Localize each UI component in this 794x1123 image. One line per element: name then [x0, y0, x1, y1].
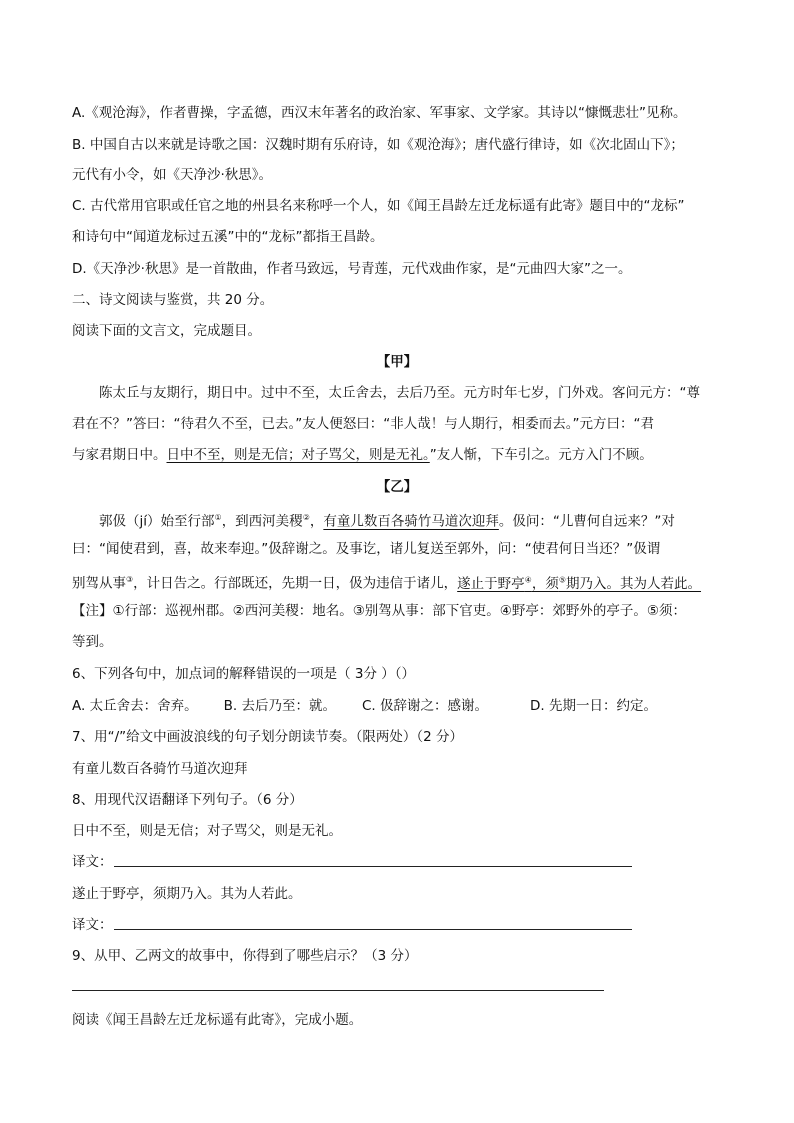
note-ref-5: ⑤: [558, 575, 567, 584]
option-c-line1: C. 古代常用官职或任官之地的州县名来称呼一个人，如《闻王昌龄左迁龙标遥有此寄》题目中的“龙标”: [72, 198, 685, 214]
question-9: 9、从甲、乙两文的故事中，你得到了哪些启示？（3 分）: [72, 948, 418, 964]
q6-option-c: C. 伋辞谢之：感谢。: [361, 698, 488, 714]
yi-line1-post: 。伋问：“儿曹何自远来？”对: [498, 513, 675, 530]
q6-option-d: D. 先期一日：约定。: [529, 698, 657, 714]
passage-yi-line1: [99, 509, 675, 531]
notes-line2: 等到。: [72, 634, 113, 650]
yi-underlined-sentence: 遂止于野亭④，须⑤期乃入。其为人若此。: [457, 575, 702, 592]
passage-jia-title: 【甲】: [376, 354, 418, 370]
question-7: 7、用“/”给文中画波浪线的句子划分朗读节奏。（限两处）（2 分）: [72, 729, 464, 745]
option-c-line2: 和诗句中“闻道龙标过五溪”中的“龙标”都指王昌龄。: [72, 229, 384, 245]
reading-instruction: 阅读下面的文言文，完成题目。: [72, 323, 261, 339]
passage-jia-line2: 君在不？”答曰：“待君久不至，已去。”友人便怒曰：“非人哉！与人期行，相委而去。”元方曰：“君: [72, 416, 654, 432]
q6-option-b: B. 去后乃至：就。: [223, 698, 336, 714]
option-d: D.《天净沙·秋思》是一首散曲，作者马致远，号青莲，元代戏曲作家，是“元曲四大家”之一。: [72, 261, 632, 277]
translation-answer-line-1[interactable]: [114, 866, 632, 867]
yi-line1-pre: 郭伋（jí）始至行部: [99, 513, 215, 530]
note-ref-4: ④: [524, 575, 532, 584]
question-6: 6、下列各句中，加点词的解释错误的一项是（ 3分 ）（）: [72, 666, 416, 682]
notes-line1: 【注】①行部：巡视州郡。②西河美稷：地名。③别驾从事：部下官吏。④野亭：郊野外的亭子。⑤须：: [72, 603, 687, 619]
yi-line3-mid: ，计日告之。行部既还，先期一日，伋为违信于诸儿，: [133, 575, 458, 592]
translation-label-2: 译文：: [72, 917, 113, 933]
next-reading-instruction: 阅读《闻王昌龄左迁龙标遥有此寄》，完成小题。: [72, 1012, 363, 1028]
translation-label-1: 译文：: [72, 854, 113, 870]
yi-wavy-sentence: 有童儿数百各骑竹马道次迎拜: [323, 513, 499, 530]
q6-option-a: A. 太丘舍去：舍弃。: [72, 698, 198, 714]
question-7-sentence: 有童儿数百各骑竹马道次迎拜: [72, 761, 248, 777]
passage-jia-line1: 陈太丘与友期行，期日中。过中不至，太丘舍去，去后乃至。元方时年七岁，门外戏。客问元方：“尊: [99, 385, 700, 401]
question-9-answer-line[interactable]: [72, 990, 604, 991]
note-ref-3: ③: [126, 575, 134, 584]
yi-line1-mid: ，到西河美稷: [221, 513, 303, 530]
option-a: A.《观沧海》，作者曹操，字孟德，西汉末年著名的政治家、军事家、文学家。其诗以“慷慨悲壮”见称。: [72, 105, 687, 121]
question-8-sentence-1: 日中不至，则是无信；对子骂父，则是无礼。: [72, 823, 342, 839]
note-ref-2: ②: [302, 513, 310, 522]
section-heading: 二、诗文阅读与鉴赏，共 20 分。: [72, 292, 274, 308]
note-ref-1: ①: [214, 513, 222, 522]
jia-underlined-sentence: 日中不至，则是无信；对子骂父，则是无礼。: [166, 447, 430, 463]
translation-answer-line-2[interactable]: [114, 929, 632, 930]
passage-yi-line2: 曰：“闻使君到，喜，故来奉迎。”伋辞谢之。及事讫，诸儿复送至郭外，问：“使君何日当还？”伋谓: [72, 541, 661, 557]
question-6-options: [72, 697, 657, 715]
question-8: 8、用现代汉语翻译下列句子。（6 分）: [72, 792, 303, 808]
yi-line1-sep: ，: [309, 513, 324, 530]
jia-line3-post: ”友人惭，下车引之。元方入门不顾。: [429, 447, 653, 463]
question-8-sentence-2: 遂止于野亭，须期乃入。其为人若此。: [72, 886, 302, 902]
option-b-line2: 元代有小令，如《天净沙·秋思》。: [72, 167, 273, 183]
passage-jia-line3: [72, 446, 653, 464]
passage-yi-line3: [72, 571, 701, 593]
passage-yi-title: 【乙】: [376, 479, 418, 495]
yi-line3-pre: 别驾从事: [72, 575, 126, 592]
jia-line3-pre: 与家君期日中。: [72, 447, 167, 463]
option-b-line1: B. 中国自古以来就是诗歌之国：汉魏时期有乐府诗，如《观沧海》；唐代盛行律诗，如《次北固山下》；: [72, 137, 684, 153]
